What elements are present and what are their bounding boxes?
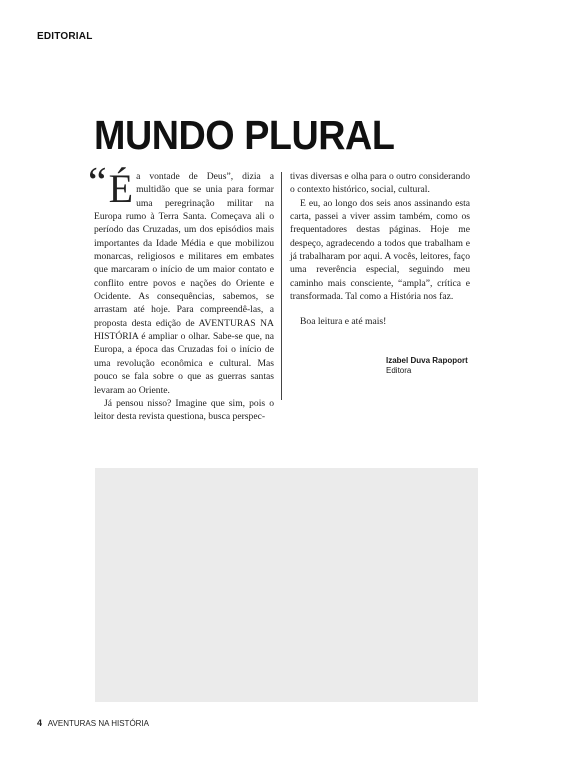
paragraph: E eu, ao longo dos seis anos assinando esta carta, passei a viver assim também, como os frequentadores destas páginas. Hoje me despeço, agradecendo a todos que trabalham e já trabalharam por aqui. A vocês, leitores, faço uma reverência especial, seguindo meu caminho mais consciente, “ampla”, crítica e transformada. Tal como a História nos faz. xyxy=(290,197,470,303)
first-paragraph xyxy=(88,160,274,397)
article-column-2 xyxy=(290,170,470,329)
page-footer xyxy=(37,718,149,728)
drop-quote-mark: “ xyxy=(88,160,107,206)
author-name: Izabel Duva Rapoport xyxy=(386,356,468,365)
page-title: MUNDO PLURAL xyxy=(94,112,395,158)
drop-cap: É xyxy=(108,166,134,211)
article-column-1 xyxy=(88,160,274,424)
page-number: 4 xyxy=(37,718,43,728)
paragraph-text: a vontade de Deus”, dizia a multidão que se unia para formar uma peregrinação militar na Europa rumo à Terra Santa. Começava ali o período das Cruzadas, um dos episódios mais importantes da Idade Média e que mobilizou monarcas, religiosos e militares em embates que marcaram o início de um maior contato e conflito entre povos e nações do Oriente e Ocidente. As consequências, sabemos, se arrastam até hoje. Para compreendê-las, a proposta desta edição de AVENTURAS NA HISTÓRIA é ampliar o olhar. Sabe-se que, na Europa, a época das Cruzadas foi o início de uma revolução econômica e cultural. Mas pouco se fala sobre o que as guerras santas levaram ao Oriente. xyxy=(94,171,274,396)
paragraph: tivas diversas e olha para o outro considerando o contexto histórico, social, cultural. xyxy=(290,171,470,196)
image-placeholder xyxy=(95,468,478,702)
closing-line: Boa leitura e até mais! xyxy=(300,316,387,328)
paragraph: Já pensou nisso? Imagine que sim, pois o leitor desta revista questiona, busca perspec- xyxy=(94,397,274,423)
section-label: EDITORIAL xyxy=(37,31,93,42)
author-role: Editora xyxy=(386,366,412,375)
publication-name: AVENTURAS NA HISTÓRIA xyxy=(47,719,149,728)
signature xyxy=(386,356,468,376)
column-divider xyxy=(281,172,282,400)
